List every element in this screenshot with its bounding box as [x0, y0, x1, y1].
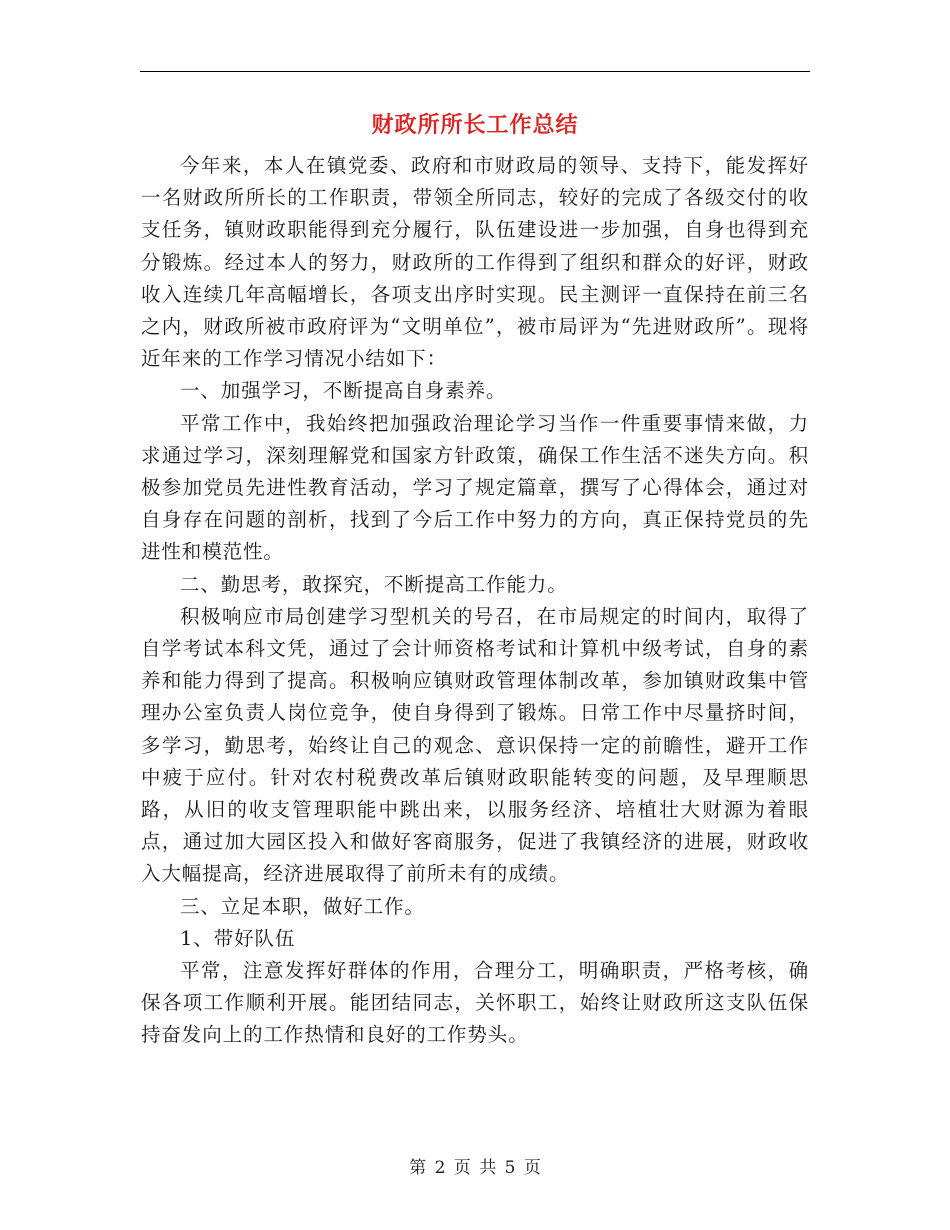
paragraph-study: 平常工作中，我始终把加强政治理论学习当作一件重要事情来做，力求通过学习，深刻理解党和国家方针政策，确保工作生活不迷失方向。积极参加党员先进性教育活动，学习了规定篇章，撰写了心得体会，通过对自身存在问题的剖析，找到了今后工作中努力的方向，真正保持党员的先进性和模范性。	[141, 411, 809, 564]
section-heading-1: 一、加强学习，不断提高自身素养。	[180, 379, 507, 403]
section-heading-2: 二、勤思考，敢探究，不断提高工作能力。	[180, 572, 568, 596]
paragraph-team: 平常，注意发挥好群体的作用，合理分工，明确职责，严格考核，确保各项工作顺利开展。能团结同志，关怀职工，始终让财政所这支队伍保持奋发向上的工作热情和良好的工作势头。	[141, 959, 809, 1047]
header-rule	[140, 71, 810, 72]
page-number: 第 2 页 共 5 页	[409, 1158, 541, 1178]
paragraph-intro: 今年来，本人在镇党委、政府和市财政局的领导、支持下，能发挥好一名财政所所长的工作职责，带领全所同志，较好的完成了各级交付的收支任务，镇财政职能得到充分履行，队伍建设进一步加强，自身也得到充分锻炼。经过本人的努力，财政所的工作得到了组织和群众的好评，财政收入连续几年高幅增长，各项支出序时实现。民主测评一直保持在前三名之内，财政所被市政府评为“文明单位”，被市局评为“先进财政所”。现将近年来的工作学习情况小结如下：	[141, 154, 809, 371]
paragraph-ability: 积极响应市局创建学习型机关的号召，在市局规定的时间内，取得了自学考试本科文凭，通过了会计师资格考试和计算机中级考试，自身的素养和能力得到了提高。积极响应镇财政管理体制改革，参加镇财政集中管理办公室负责人岗位竞争，使自身得到了锻炼。日常工作中尽量挤时间，多学习，勤思考，始终让自己的观念、意识保持一定的前瞻性，避开工作中疲于应付。针对农村税费改革后镇财政职能转变的问题，及早理顺思路，从旧的收支管理职能中跳出来，以服务经济、培植壮大财源为着眼点，通过加大园区投入和做好客商服务，促进了我镇经济的进展，财政收入大幅提高，经济进展取得了前所未有的成绩。	[141, 604, 809, 886]
section-heading-3: 三、立足本职，做好工作。	[180, 894, 425, 918]
document-title: 财政所所长工作总结	[371, 112, 579, 138]
document-body	[141, 150, 809, 1052]
subsection-heading-1: 1、带好队伍	[180, 926, 296, 950]
